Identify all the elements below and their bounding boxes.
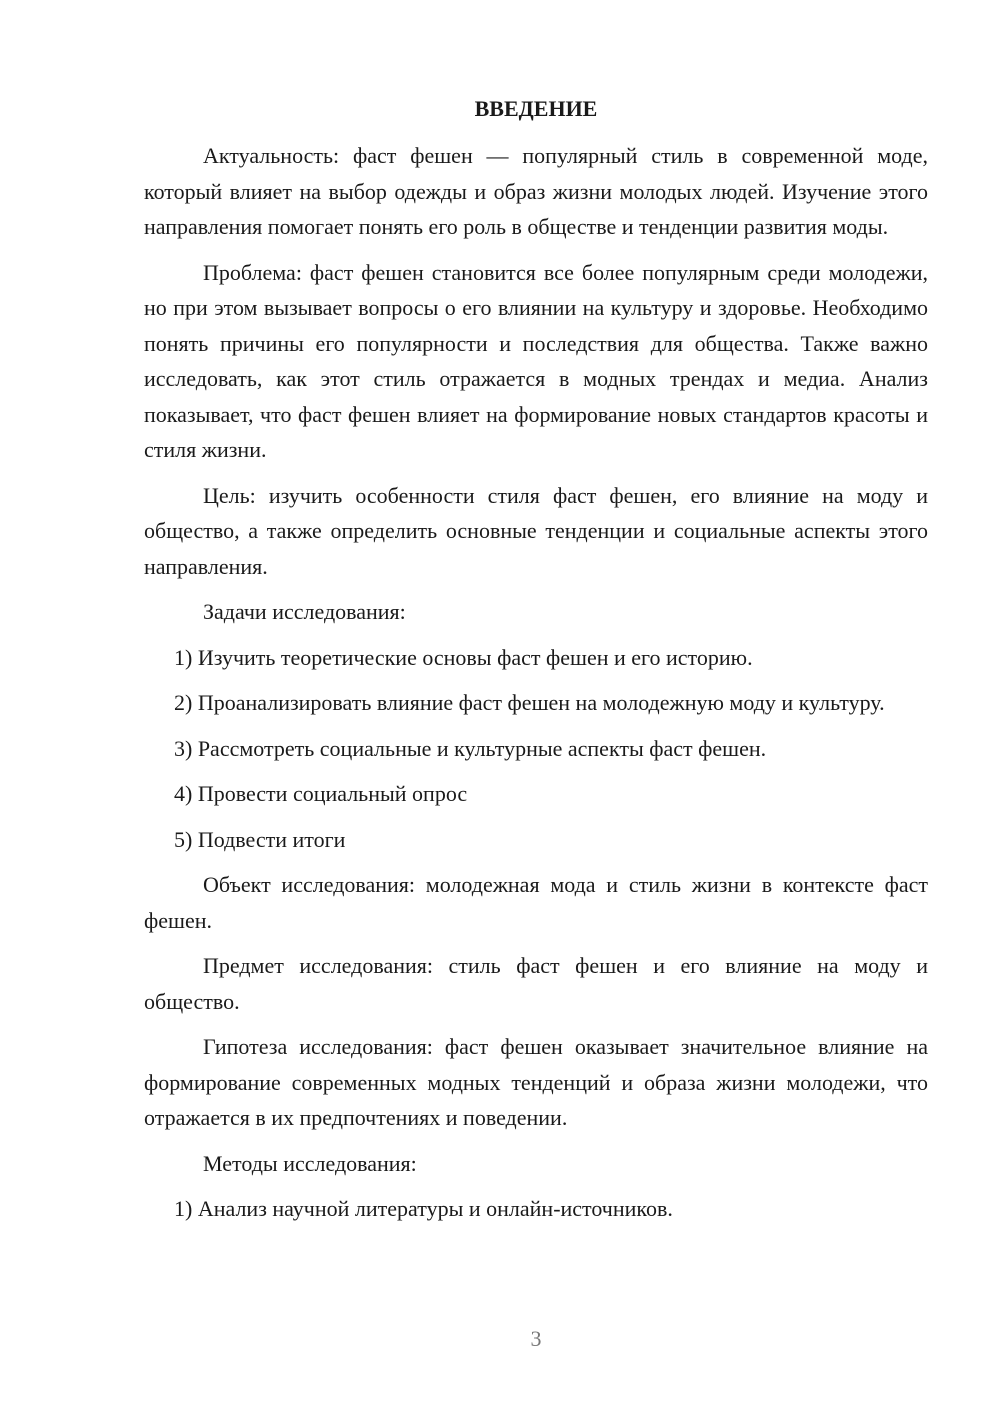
page-number: 3 [530,1326,542,1351]
methods-heading: Методы исследования: [203,1150,417,1176]
page-content [144,92,928,1237]
paragraph-goal: Цель: изучить особенности стиля фаст фешен, его влияние на моду и общество, а также определить основные тенденции и социальные аспекты этого направления. [144,482,928,579]
task-item-5: 5) Подвести итоги [174,826,346,852]
task-item-2: 2) Проанализировать влияние фаст фешен на молодежную моду и культуру. [174,690,885,715]
task-item-3: 3) Рассмотреть социальные и культурные аспекты фаст фешен. [174,735,767,761]
paragraph-subject: Предмет исследования: стиль фаст фешен и его влияние на моду и общество. [144,953,928,1014]
paragraph-object: Объект исследования: молодежная мода и стиль жизни в контексте фаст фешен. [144,872,928,933]
task-item-4: 4) Провести социальный опрос [174,781,468,806]
task-item-1: 1) Изучить теоретические основы фаст фешен и его историю. [174,644,753,670]
paragraph-relevance: Актуальность: фаст фешен — популярный стиль в современной моде, который влияет на выбор одежды и образ жизни молодых людей. Изучение этого направления помогает понять его роль в обществе и тенденции развития моды. [144,143,928,239]
paragraph-problem: Проблема: фаст фешен становится все более популярным среди молодежи, но при этом вызывает вопросы о его влиянии на культуру и здоровье. Необходимо понять причины его популярности и последствия для общества. Также важно исследовать, как этот стиль отражается в модных трендах и медиа. Анализ показывает, что фаст фешен влияет на формирование новых стандартов красоты и стиля жизни. [144,259,928,462]
method-item-1: 1) Анализ научной литературы и онлайн-источников. [174,1196,673,1221]
tasks-heading: Задачи исследования: [203,599,406,624]
paragraph-hypothesis: Гипотеза исследования: фаст фешен оказывает значительное влияние на формирование современных модных тенденций и образа жизни молодежи, что отражается в их предпочтениях и поведении. [144,1034,928,1130]
section-title: ВВЕДЕНИЕ [474,96,598,121]
